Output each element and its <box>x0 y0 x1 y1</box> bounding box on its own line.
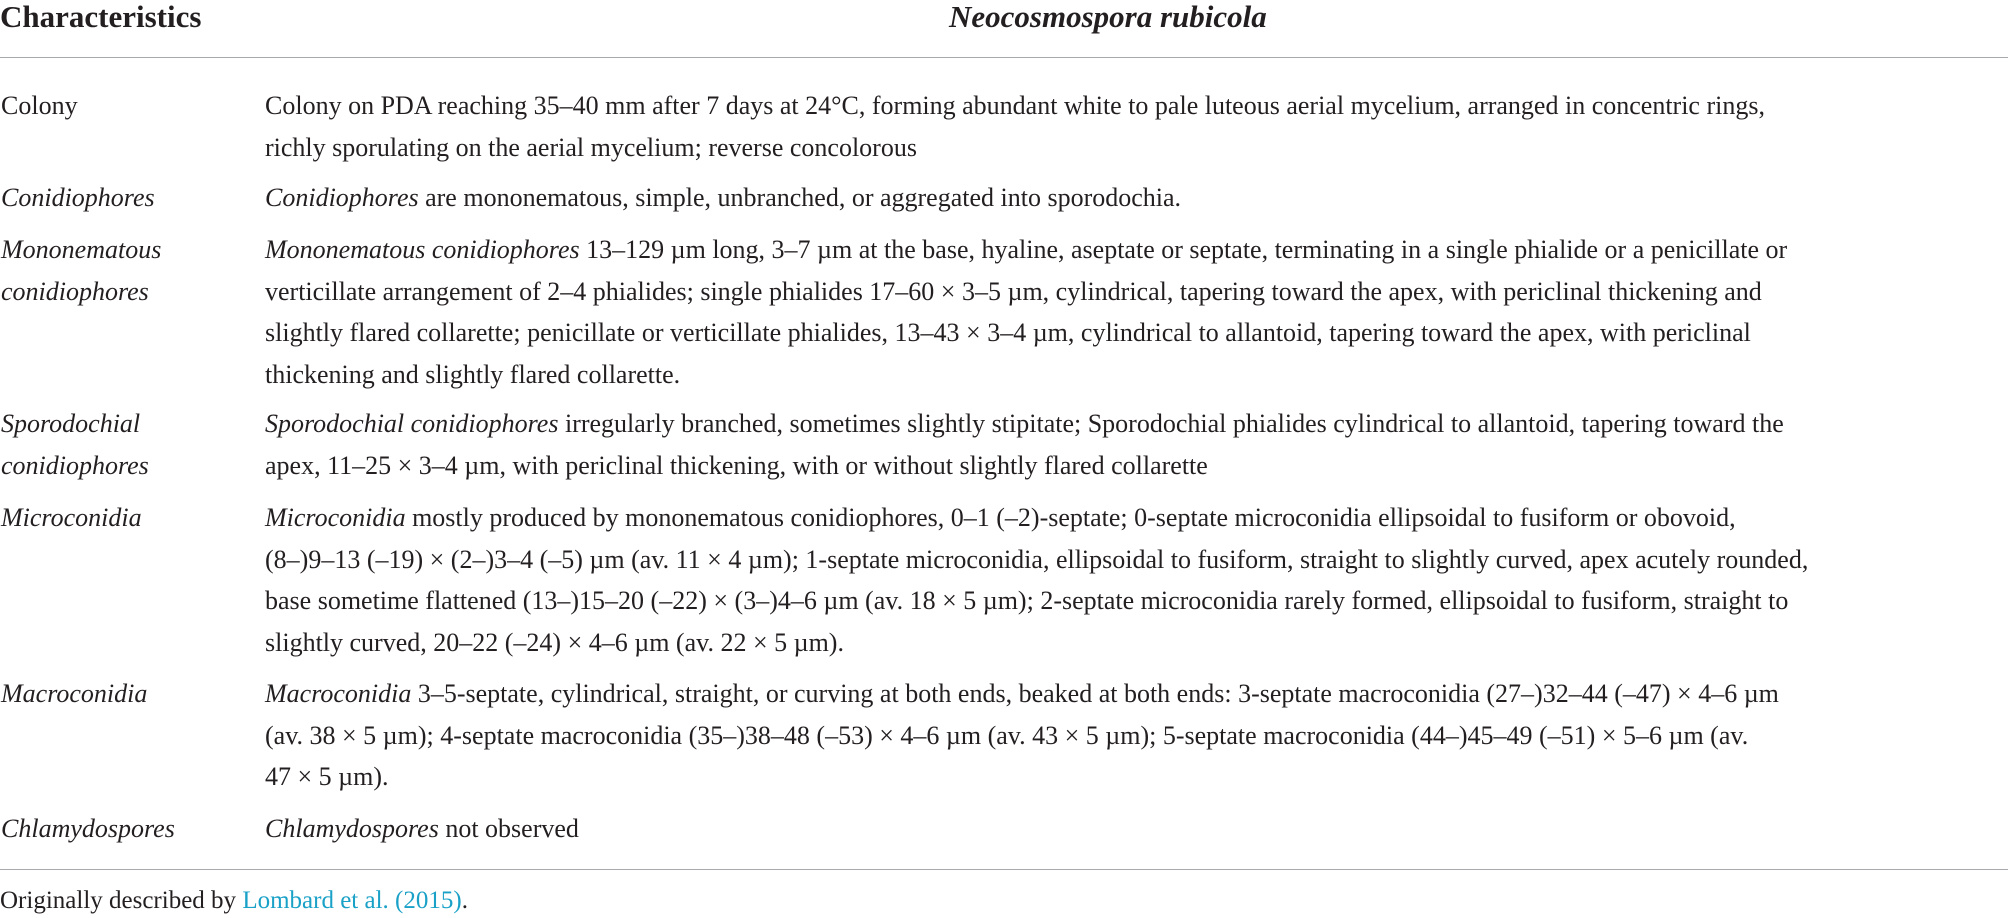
description-text: not observed <box>438 814 579 843</box>
description-line: slightly flared collarette; penicillate or verticillate phialides, 13–43 × 3–4 µm, cylindrical to allantoid, tapering toward the apex, with periclinal <box>265 318 1751 347</box>
description-line <box>265 808 2008 850</box>
header-characteristics: Characteristics <box>0 0 202 34</box>
header-rule <box>0 57 2008 58</box>
description-line <box>265 497 2008 539</box>
description-line: richly sporulating on the aerial mycelium; reverse concolorous <box>265 132 917 162</box>
description-text: 13–129 µm long, 3–7 µm at the base, hyaline, aseptate or septate, terminating in a single phialide or a penicillate or <box>579 235 1788 264</box>
table-footnote <box>0 884 468 918</box>
citation-link[interactable]: Lombard et al. (2015) <box>242 887 462 914</box>
row-label: Macroconidia <box>1 679 148 708</box>
description-line: thickening and slightly flared collarette. <box>265 359 681 389</box>
footnote-suffix: . <box>461 887 468 914</box>
description-line <box>265 673 2008 715</box>
row-label: Chlamydospores <box>1 814 175 843</box>
description-line: apex, 11–25 × 3–4 µm, with periclinal thickening, with or without slightly flared collarette <box>265 450 1208 480</box>
row-description <box>265 497 2008 663</box>
footnote-prefix: Originally described by <box>0 887 243 914</box>
description-text: mostly produced by mononematous conidiophores, 0–1 (–2)-septate; 0-septate microconidia ellipsoidal to fusiform or obovoid, <box>405 503 1736 532</box>
row-label-line: Mononematous <box>1 235 162 264</box>
description-line <box>265 177 2008 219</box>
description-line: slightly curved, 20–22 (–24) × 4–6 µm (av. 22 × 5 µm). <box>265 627 844 657</box>
row-label <box>1 403 241 486</box>
table-header <box>0 0 2008 56</box>
row-label: Colony <box>1 91 78 120</box>
footer-rule <box>0 869 2008 870</box>
row-label-line: conidiophores <box>1 450 149 480</box>
description-lead: Conidiophores <box>265 183 419 212</box>
row-label-line: Sporodochial <box>1 409 141 438</box>
row-label: Conidiophores <box>1 183 155 212</box>
header-species: Neocosmospora rubicola <box>949 0 1267 34</box>
description-lead: Macroconidia <box>265 679 412 708</box>
description-lead: Mononematous conidiophores <box>265 235 580 264</box>
row-description <box>265 673 2008 798</box>
description-text: are mononematous, simple, unbranched, or aggregated into sporodochia. <box>418 183 1182 212</box>
description-lead: Sporodochial conidiophores <box>265 409 559 438</box>
description-line <box>265 229 2008 271</box>
row-description <box>265 229 2008 395</box>
description-text: 3–5-septate, cylindrical, straight, or curving at both ends, beaked at both ends: 3-septate macroconidia (27–)32–44 (–47) × 4–6 µm <box>411 679 1779 708</box>
description-line: Colony on PDA reaching 35–40 mm after 7 days at 24°C, forming abundant white to pale luteous aerial mycelium, arranged in concentric rings, <box>265 91 1765 120</box>
row-description <box>265 85 2008 168</box>
row-description <box>265 403 2008 486</box>
row-description <box>265 177 2008 219</box>
description-line: base sometime flattened (13–)15–20 (–22) × (3–)4–6 µm (av. 18 × 5 µm); 2-septate microconidia rarely formed, ellipsoidal to fusiform, straight to <box>265 586 1789 615</box>
description-lead: Microconidia <box>265 503 406 532</box>
description-line: verticillate arrangement of 2–4 phialides; single phialides 17–60 × 3–5 µm, cylindrical, tapering toward the apex, with periclinal thickening and <box>265 276 1762 306</box>
row-label-line: conidiophores <box>1 276 149 306</box>
description-lead: Chlamydospores <box>265 814 439 843</box>
row-label <box>1 229 241 312</box>
description-line: 47 × 5 µm). <box>265 762 389 791</box>
row-description <box>265 808 2008 850</box>
description-line: (8–)9–13 (–19) × (2–)3–4 (–5) µm (av. 11 × 4 µm); 1-septate microconidia, ellipsoidal to fusiform, straight to slightly curved, apex acutely rounded, <box>265 544 1809 574</box>
description-line <box>265 403 2008 445</box>
description-line: (av. 38 × 5 µm); 4-septate macroconidia (35–)38–48 (–53) × 4–6 µm (av. 43 × 5 µm); 5-septate macroconidia (44–)45–49 (–51) × 5–6 µm (av. <box>265 720 1749 750</box>
row-label: Microconidia <box>1 503 142 532</box>
description-text: irregularly branched, sometimes slightly stipitate; Sporodochial phialides cylindrical to allantoid, tapering toward the <box>558 409 1784 438</box>
